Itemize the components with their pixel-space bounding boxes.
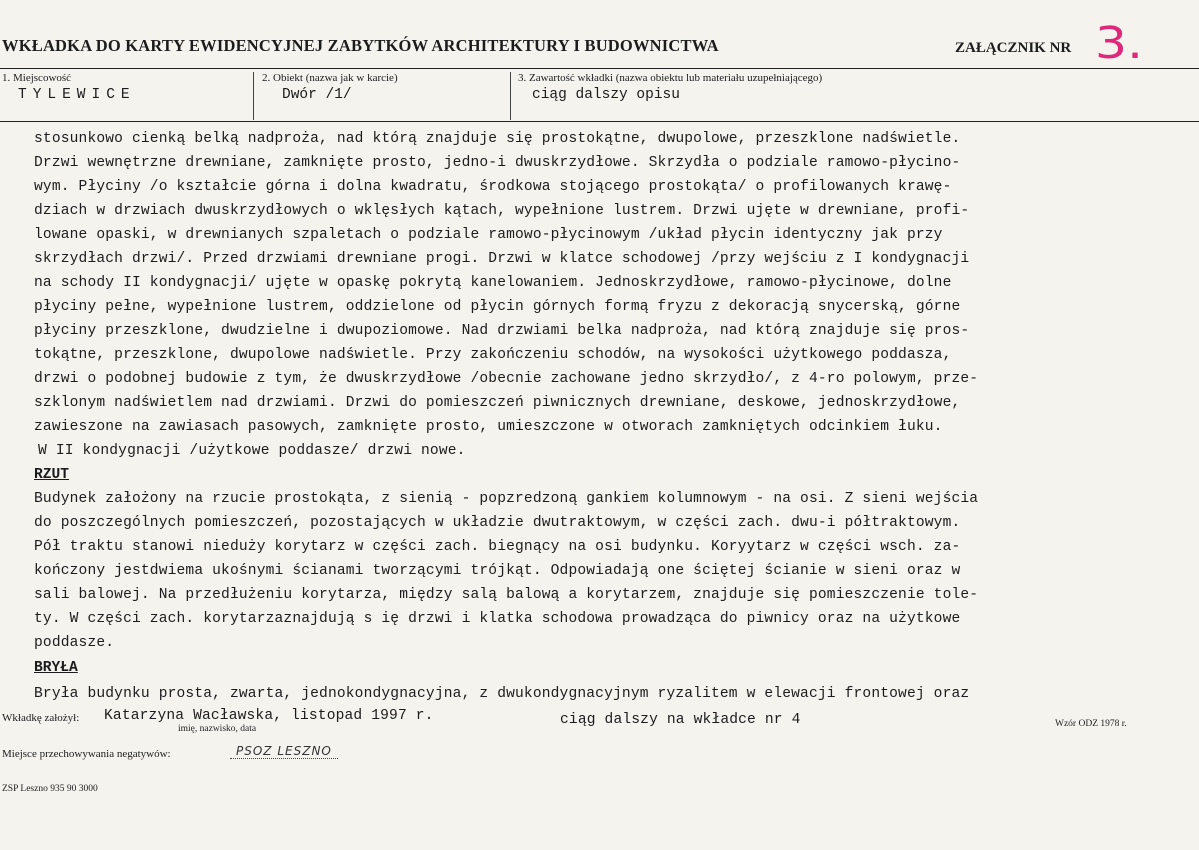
printer-imprint: ZSP Leszno 935 90 3000: [2, 784, 98, 794]
body-line: wym. Płyciny /o kształcie górna i dolna kwadratu, środkowa stojącego prostokąta/ o profilowanych krawę-: [34, 179, 952, 195]
author-label: Wkładkę założył:: [2, 712, 80, 724]
body-line: na schody II kondygnacji/ ujęte w opaskę pokrytą kanelowaniem. Jednoskrzydłowe, ramowo-płycinowe, dolne: [34, 275, 952, 291]
content-value: ciąg dalszy opisu: [532, 87, 680, 103]
field-divider: [253, 72, 254, 120]
form-version: Wzór ODZ 1978 r.: [1055, 719, 1127, 729]
rzut-line: do poszczególnych pomieszczeń, pozostających w układzie dwutraktowym, w części zach. dwu-i półtraktowym.: [34, 515, 961, 531]
negatives-value: PSOZ LESZNO: [230, 744, 338, 759]
body-line: szklonym nadświetlem nad drzwiami. Drzwi do pomieszczeń piwnicznych drewniane, deskowe, jednoskrzydłowe,: [34, 395, 961, 411]
continuation-note: ciąg dalszy na wkładce nr 4: [560, 712, 801, 728]
body-line: drzwi o podobnej budowie z tym, że dwuskrzydłowe /obecnie zachowane jedno skrzydło/, z 4-ro polowym, prze-: [34, 371, 979, 387]
body-line: zawieszone na zawiasach pasowych, zamknięte prosto, umieszczone w otworach zamkniętych odcinkiem łuku.: [34, 419, 943, 435]
rzut-line: poddasze.: [34, 635, 115, 651]
body-line: stosunkowo cienką belką nadproża, nad którą znajduje się prostokątne, dwupolowe, przeszklone nadświetle.: [34, 131, 961, 147]
locality-value: TYLEWICE: [18, 87, 136, 103]
bryla-line: Bryła budynku prosta, zwarta, jednokondygnacyjna, z dwukondygnacyjnym ryzalitem w elewacji frontowej oraz: [34, 686, 970, 702]
content-label: 3. Zawartość wkładki (nazwa obiektu lub materiału uzupełniającego): [518, 72, 823, 84]
object-label: 2. Obiekt (nazwa jak w karcie): [262, 72, 398, 84]
body-line: W II kondygnacji /użytkowe poddasze/ drzwi nowe.: [38, 443, 466, 459]
header-rule: [0, 68, 1199, 69]
body-line: dziach w drzwiach dwuskrzydłowych o wklęsłych kątach, wypełnione lustrem. Drzwi ujęte w drewniane, profi-: [34, 203, 970, 219]
document-title: WKŁADKA DO KARTY EWIDENCYJNEJ ZABYTKÓW ARCHITEKTURY I BUDOWNICTWA: [2, 36, 719, 55]
author-sublabel: imię, nazwisko, data: [178, 724, 257, 734]
section-heading-bryla: BRYŁA: [34, 660, 78, 676]
rzut-line: Pół traktu stanowi nieduży korytarz w części zach. biegnący na osi budynku. Koryytarz w części wsch. za-: [34, 539, 961, 555]
body-line: lowane opaski, w drewnianych szpaletach o podziale ramowo-płycinowym /układ płycin identyczny jak przy: [34, 227, 943, 243]
section-heading-rzut: RZUT: [34, 467, 70, 483]
body-line: płyciny pełne, wypełnione lustrem, oddzielone od płycin górnych formą fryzu z dekoracją snycerską, górne: [34, 299, 961, 315]
attachment-label: ZAŁĄCZNIK NR: [955, 40, 1072, 56]
author-value: Katarzyna Wacławska, listopad 1997 r.: [104, 708, 434, 724]
body-line: płyciny przeszklone, dwudzielne i dwupoziomowe. Nad drzwiami belka nadproża, nad którą znajduje się pros-: [34, 323, 970, 339]
rzut-line: sali balowej. Na przedłużeniu korytarza, między salą balową a korytarzem, znajduje się pomieszczenie tole-: [34, 587, 979, 603]
fields-rule: [0, 121, 1199, 122]
attachment-number: 3.: [1094, 18, 1144, 69]
rzut-line: kończony jestdwiema ukośnymi ścianami tworzącymi trójkąt. Odpowiadają one ściętej ścianie w sieni oraz w: [34, 563, 961, 579]
body-line: Drzwi wewnętrzne drewniane, zamknięte prosto, jedno-i dwuskrzydłowe. Skrzydła o podziale ramowo-płycino-: [34, 155, 961, 171]
field-divider: [510, 72, 511, 120]
locality-label: 1. Miejscowość: [2, 72, 72, 84]
rzut-line: Budynek założony na rzucie prostokąta, z sienią - popzredzoną gankiem kolumnowym - na osi. Z sieni wejścia: [34, 491, 979, 507]
negatives-label: Miejsce przechowywania negatywów:: [2, 748, 171, 760]
body-line: skrzydłach drzwi/. Przed drzwiami drewniane progi. Drzwi w klatce schodowej /przy wejściu z I kondygnacji: [34, 251, 970, 267]
body-line: tokątne, przeszklone, dwupolowe nadświetle. Przy zakończeniu schodów, na wysokości użytkowego poddasza,: [34, 347, 952, 363]
rzut-line: ty. W części zach. korytarzaznajdują s ię drzwi i klatka schodowa prowadząca do piwnicy oraz na użytkowe: [34, 611, 961, 627]
object-value: Dwór /1/: [282, 87, 352, 103]
